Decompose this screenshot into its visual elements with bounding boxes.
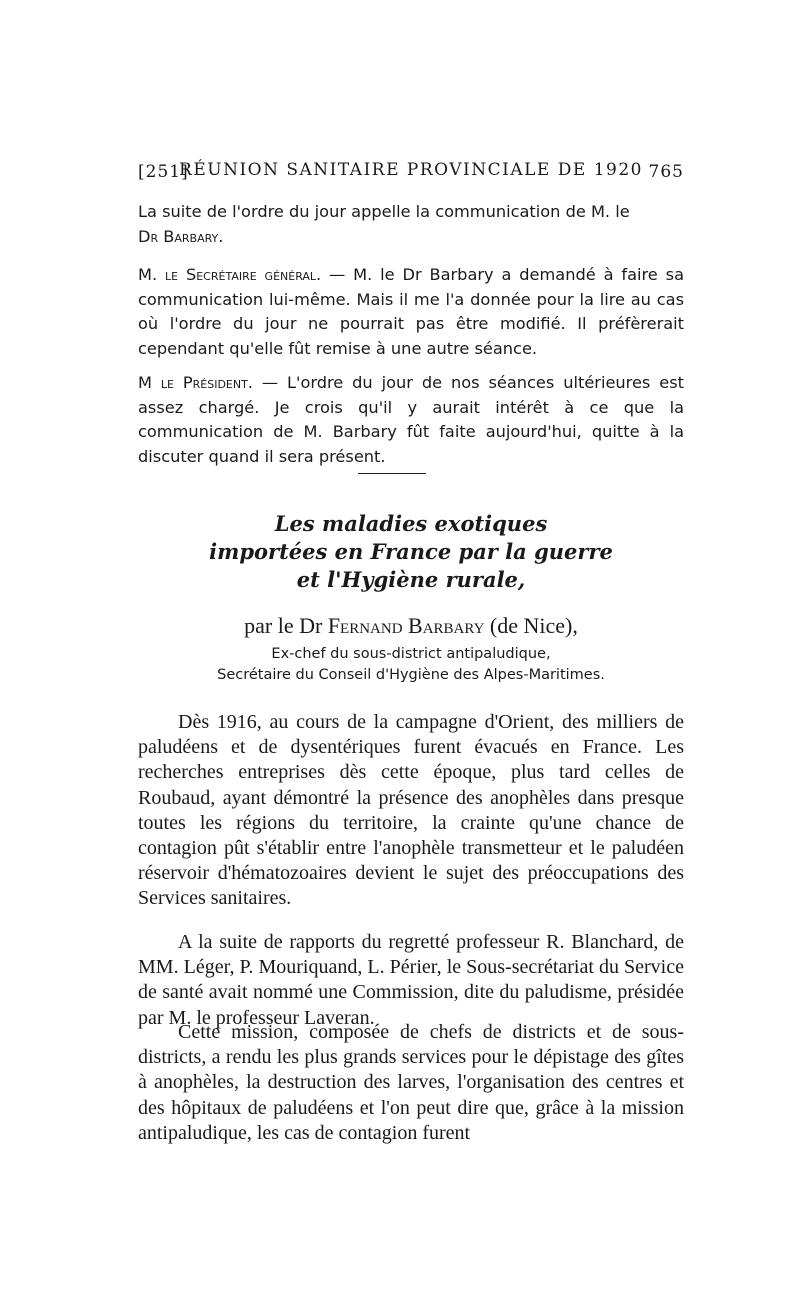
title-line-2: importées en France par la guerre xyxy=(209,539,613,564)
title-line-1: Les maladies exotiques xyxy=(274,511,548,536)
running-title: RÉUNION SANITAIRE PROVINCIALE DE 1920 xyxy=(179,160,643,180)
speaker-president: M le Président. xyxy=(138,373,253,392)
running-header xyxy=(138,156,684,186)
secretary-remark: — M. le Dr Barbary a demandé à faire sa communication lui-même. Mais il me l'a donnée pour la lire au cas où l'ordre du jour ne pourrait pas être modifié. Il préfèrerait cependant qu'elle fût remise à une autre séance. xyxy=(138,265,684,358)
page-reference: [251] xyxy=(138,162,189,182)
body-paragraph-3: Cette mission, composée de chefs de districts et de sous-districts, a rendu les plus grands services pour le dépistage des gîtes à anophèles, la destruction des larves, l'organisation des centres et des hôpitaux de paludéens et l'on peut dire que, grâce à la mission antipaludique, les cas de contagion furent xyxy=(138,1021,684,1144)
speaker-secretary: M. le Secrétaire général. xyxy=(138,265,322,284)
author-name: Dr Barbary. xyxy=(138,226,224,246)
byline-author: Fernand Barbary xyxy=(327,613,485,638)
byline-prefix: par le Dr xyxy=(244,613,328,638)
byline xyxy=(138,613,684,639)
president-remark: — L'ordre du jour de nos séances ultérieures est assez chargé. Je crois qu'il y aurait intérêt à ce que la communication de M. Barbary fût faite aujourd'hui, quitte à la discuter quand il sera présent. xyxy=(138,373,685,466)
intro-paragraph-3 xyxy=(138,371,684,469)
affiliation-1: Ex-chef du sous-district antipaludique, xyxy=(271,646,551,662)
article-title xyxy=(138,510,684,594)
title-line-3: et l'Hygiène rurale, xyxy=(296,567,526,592)
page-number: 765 xyxy=(648,162,684,182)
byline-suffix: (de Nice), xyxy=(484,613,578,638)
body-paragraph-2: A la suite de rapports du regretté professeur R. Blanchard, de MM. Léger, P. Mouriquand, L. Périer, le Sous-secrétariat du Service de santé avait nommé une Commission, dite du paludisme, présidée par M. le professeur Laveran. xyxy=(138,931,684,1029)
intro-paragraph-1 xyxy=(138,200,684,249)
intro-paragraph-2 xyxy=(138,263,684,361)
body-paragraph-1: Dès 1916, au cours de la campagne d'Orient, des milliers de paludéens et de dysentériques furent évacués en France. Les recherches entreprises dès cette époque, plus tard celles de Roubaud, ayant démontré la présence des anophèles dans presque toutes les régions du territoire, la crainte qu'une chance de contagion pût s'établir entre l'anophèle transmetteur et le paludéen réservoir d'hématozoaires devient le sujet des préoccupations des Services sanitaires. xyxy=(138,711,684,910)
intro-text: La suite de l'ordre du jour appelle la communication de M. le xyxy=(138,202,630,221)
affiliation-2: Secrétaire du Conseil d'Hygiène des Alpes-Maritimes. xyxy=(217,667,605,683)
section-divider xyxy=(358,473,426,474)
